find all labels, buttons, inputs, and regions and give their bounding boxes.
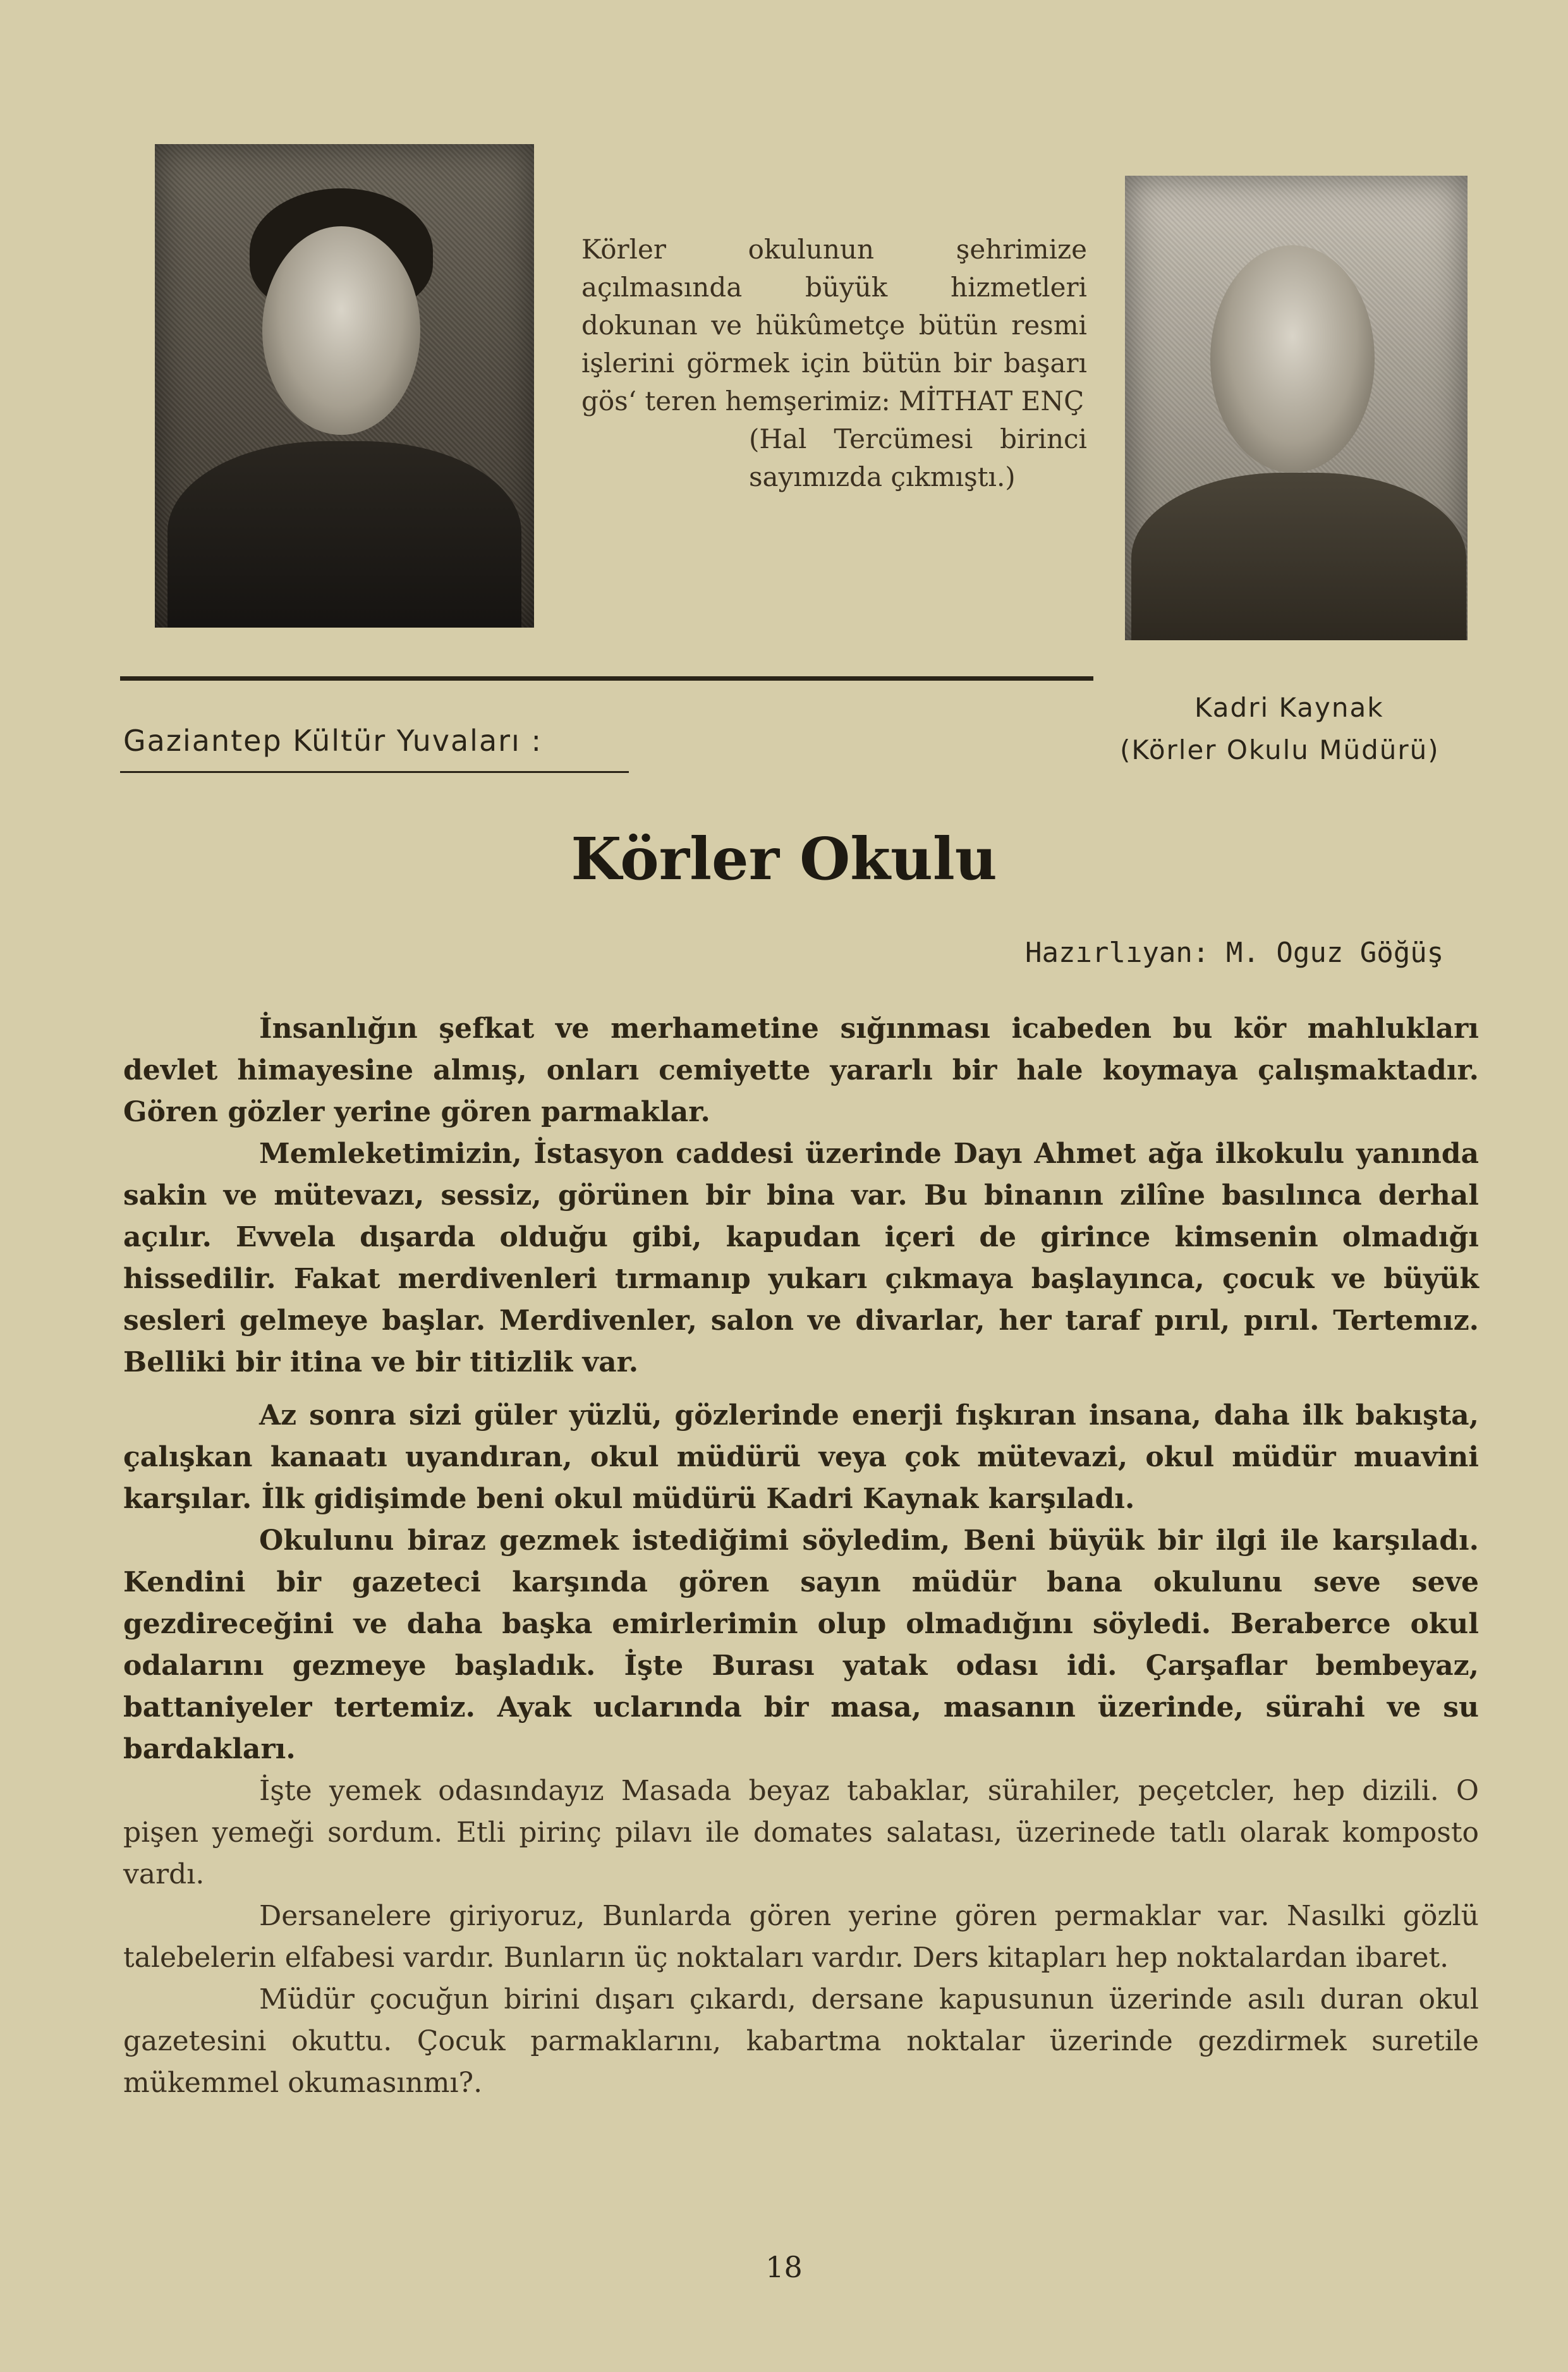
section-label: Gaziantep Kültür Yuvaları : [123,724,542,758]
section-underline [120,771,629,773]
article-author: Hazırlıyan: M. Oguz Göğüş [1025,937,1444,969]
section-divider [120,676,1093,681]
article-body [123,1008,1479,2104]
article-title: Körler Okulu [571,825,997,893]
paragraph: İnsanlığın şefkat ve merhametine sığınması icabeden bu kör mahlukları devlet himayesine almış, onları cemiyette yararlı bir hale koymaya çalışmaktadır. Gören gözler yerine gören parmaklar. [123,1013,1479,1128]
photo-kadri-kaynak [1125,176,1468,640]
paragraph: Dersanelere giriyoruz, Bunlarda gören yerine gören permaklar var. Nasılki gözlü talebelerin elfabesi vardır. Bunların üç noktaları vardır. Ders kitapları hep noktalardan ibaret. [123,1900,1479,1974]
photo-caption [581,231,1087,496]
person-role: (Körler Okulu Müdürü) [1120,734,1440,765]
page-number: 18 [765,2250,803,2284]
paragraph: Az sonra sizi güler yüzlü, gözlerinde enerji fışkıran insana, daha ilk bakışta, çalışkan kanaatı uyandıran, okul müdürü veya çok mütevazi, okul müdür muavini karşılar. İlk gidişimde beni okul müdürü Kadri Kaynak karşıladı. [123,1399,1479,1515]
person-name: Kadri Kaynak [1194,692,1384,723]
caption-note: (Hal Tercümesi birinci sayımızda çıkmıştı.) [749,423,1087,492]
paragraph: Müdür çocuğun birini dışarı çıkardı, dersane kapusunun üzerinde asılı duran okul gazetesini okuttu. Çocuk parmaklarını, kabartma noktalar üzerinde gezdirmek suretile mükemmel okumasınmı?. [123,1983,1479,2099]
paragraph: İşte yemek odasındayız Masada beyaz tabaklar, sürahiler, peçetcler, hep dizili. O pişen yemeği sordum. Etli pirinç pilavı ile domates salatası, üzerinede tatlı olarak komposto vardı. [123,1775,1479,1890]
paragraph: Okulunu biraz gezmek istediğimi söyledim, Beni büyük bir ilgi ile karşıladı. Kendini bir gazeteci karşında gören sayın müdür bana okulunu seve seve gezdireceğini ve daha başka emirlerimin olup olmadığını söyledi. Beraberce okul odalarını gezmeye başladık. İşte Burası yatak odası idi. Çarşaflar bembeyaz, battaniyeler tertemiz. Ayak uclarında bir masa, masanın üzerinde, sürahi ve su bardakları. [123,1524,1479,1765]
caption-text: Körler okulunun şehrimize açılmasında büyük hizmetleri dokunan ve hükûmetçe bütün resmi işlerini görmek için bütün bir başarı gös‘ teren hemşerimiz: MİTHAT ENÇ [581,234,1087,417]
paragraph: Memleketimizin, İstasyon caddesi üzerinde Dayı Ahmet ağa ilkokulu yanında sakin ve mütevazı, sessiz, görünen bir bina var. Bu binanın zilîne basılınca derhal açılır. Evvela dışarda olduğu gibi, kapudan içeri de girince kimsenin olmadığı hissedilir. Fakat merdivenleri tırmanıp yukarı çıkmaya başlayınca, çocuk ve büyük sesleri gelmeye başlar. Merdivenler, salon ve divarlar, her taraf pırıl, pırıl. Tertemız. Belliki bir itina ve bir titizlik var. [123,1138,1479,1378]
photo-mithat-enc [155,144,534,628]
